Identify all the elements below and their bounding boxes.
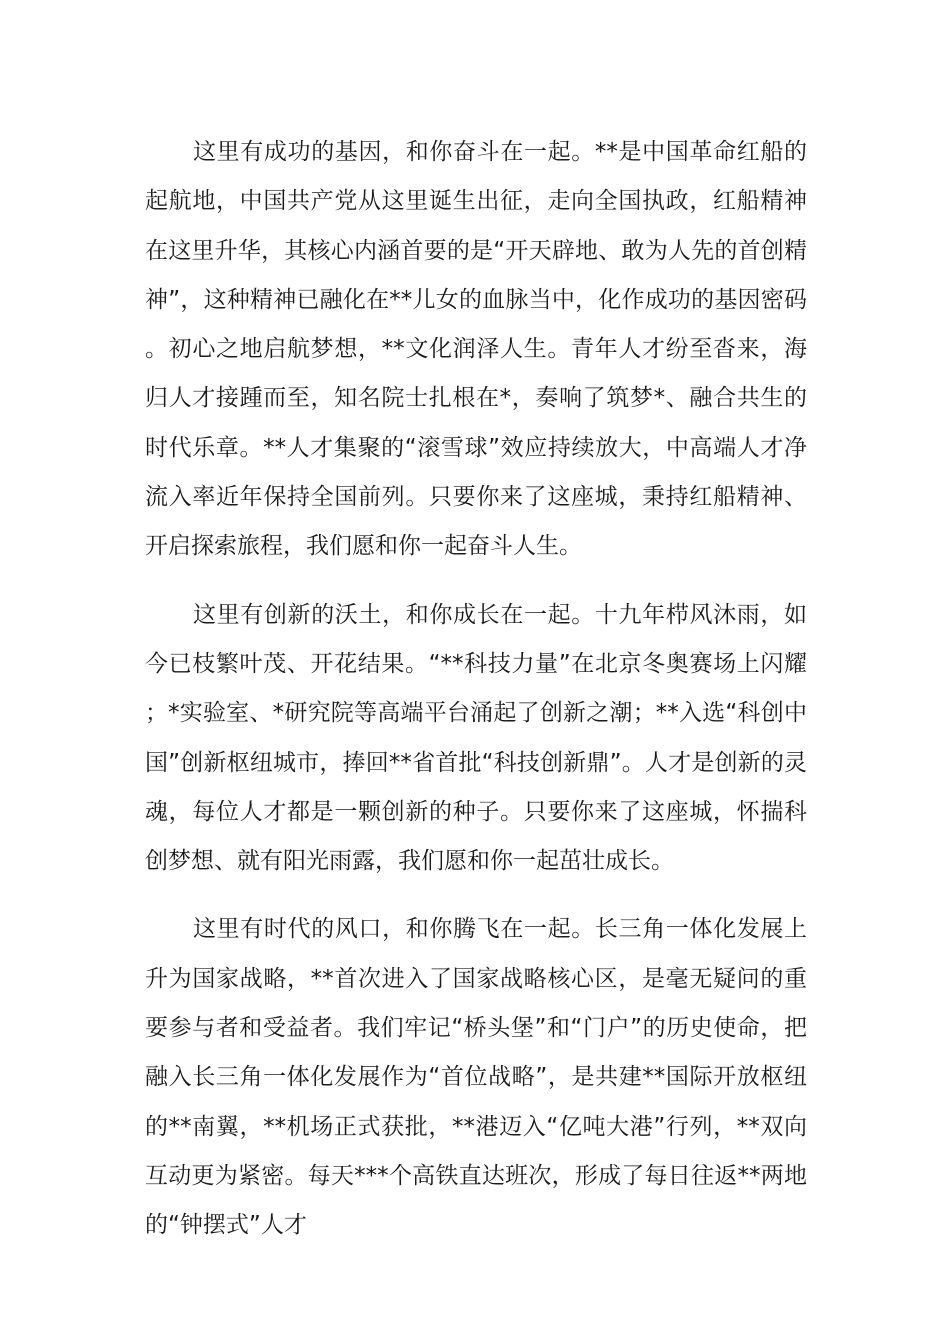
paragraph-innovation-soil: 这里有创新的沃土，和你成长在一起。十九年栉风沐雨，如今已枝繁叶茂、开花结果。“**科技力量”在北京冬奥赛场上闪耀；*实验室、*研究院等高端平台涌起了创新之潮；**入选“科创中国”创新枢纽城市，捧回**省首批“科技创新鼎”。人才是创新的灵魂，每位人才都是一颗创新的种子。只要你来了这座城，怀揣科创梦想、就有阳光雨露，我们愿和你一起茁壮成长。 [145, 601, 807, 875]
document-body [145, 128, 807, 1270]
paragraph-era-opportunity: 这里有时代的风口，和你腾飞在一起。长三角一体化发展上升为国家战略，**首次进入了国家战略核心区，是毫无疑问的重要参与者和受益者。我们牢记“桥头堡”和“门户”的历史使命，把融入长三角一体化发展作为“首位战略”，是共建**国际开放枢纽的**南翼，**机场正式获批，**港迈入“亿吨大港”行列，**双向互动更为紧密。每天***个高铁直达班次，形成了每日往返**两地的“钟摆式”人才 [145, 916, 807, 1239]
paragraph-success-gene: 这里有成功的基因，和你奋斗在一起。**是中国革命红船的起航地，中国共产党从这里诞生出征，走向全国执政，红船精神在这里升华，其核心内涵首要的是“开天辟地、敢为人先的首创精神”，这种精神已融化在**儿女的血脉当中，化作成功的基因密码。初心之地启航梦想，**文化润泽人生。青年人才纷至沓来，海归人才接踵而至，知名院士扎根在*，奏响了筑梦*、融合共生的时代乐章。**人才集聚的“滚雪球”效应持续放大，中高端人才净流入率近年保持全国前列。只要你来了这座城，秉持红船精神、开启探索旅程，我们愿和你一起奋斗人生。 [145, 139, 807, 560]
